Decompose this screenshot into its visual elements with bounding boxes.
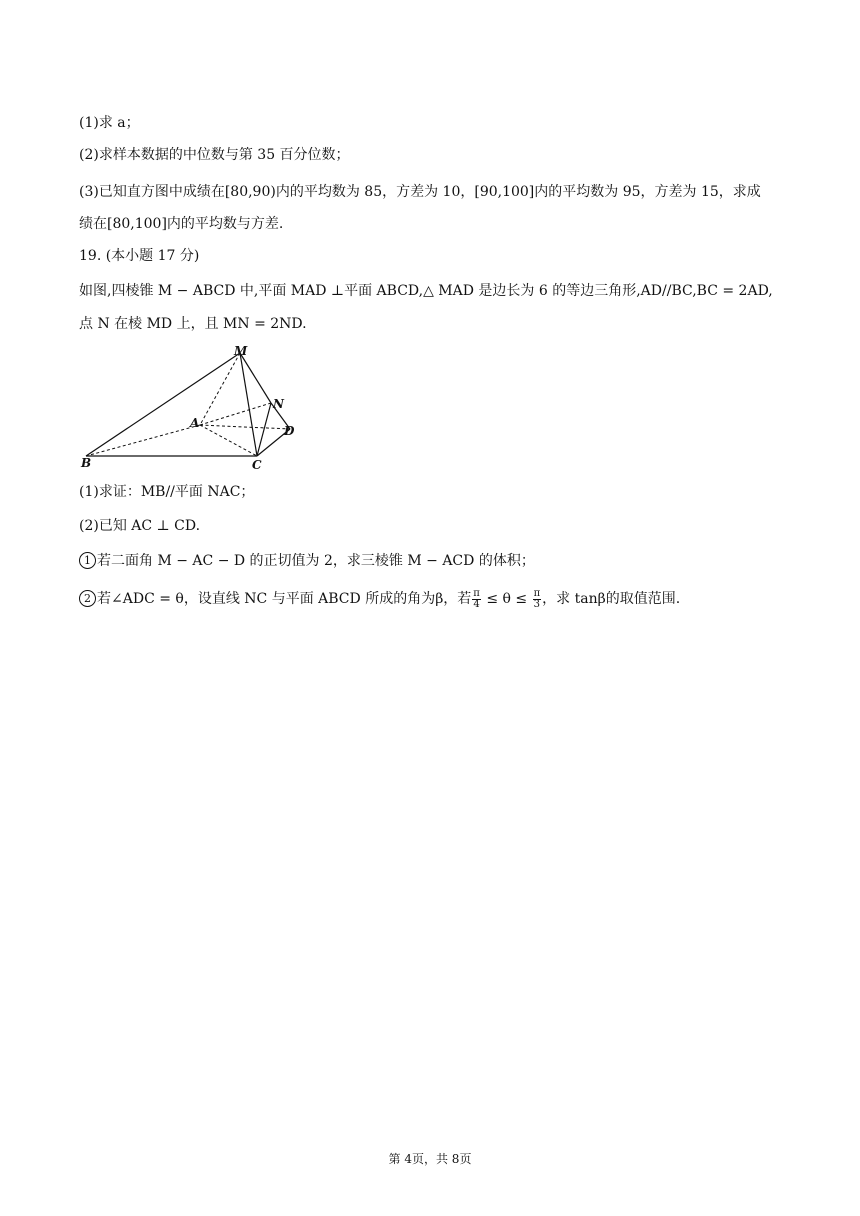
edge-MC xyxy=(240,353,257,456)
fraction-pi-over-3 xyxy=(533,589,542,610)
question-19-part2-sub2 xyxy=(79,587,680,611)
circled-number-2: 2 xyxy=(79,590,96,607)
sub2-text-mid: ≤ θ ≤ xyxy=(481,591,532,607)
sub2-text-b: ，求 tanβ的取值范围. xyxy=(542,591,681,607)
question-18-part3-line2: 绩在[80,100]内的平均数与方差. xyxy=(79,216,284,232)
question-19-header: 19. (本小题 17 分) xyxy=(79,248,200,264)
question-19-stem-line2: 点 N 在棱 MD 上，且 MN = 2ND. xyxy=(79,316,307,332)
fraction-numerator: π xyxy=(533,587,541,599)
label-D: D xyxy=(284,424,295,438)
pyramid-figure xyxy=(78,343,308,473)
edge-NC xyxy=(257,403,271,456)
question-18-part1: (1)求 a； xyxy=(79,115,140,131)
edge-AC xyxy=(200,425,257,456)
circled-number-1: 1 xyxy=(79,552,96,569)
edge-AB xyxy=(86,425,200,456)
question-19-part2-sub1 xyxy=(79,551,535,571)
question-18-part3-line1: (3)已知直方图中成绩在[80,90)内的平均数为 85，方差为 10，[90,100]内的平均数为 95，方差为 15，求成 xyxy=(79,184,761,200)
question-19-stem-line1: 如图,四棱锥 M − ABCD 中,平面 MAD ⊥平面 ABCD,△ MAD 是边长为 6 的等边三角形,AD//BC,BC = 2AD, xyxy=(79,283,773,299)
fraction-numerator: π xyxy=(473,587,480,599)
fraction-pi-over-4 xyxy=(472,589,481,610)
fraction-denominator: 3 xyxy=(533,598,541,610)
label-C: C xyxy=(252,458,262,472)
question-19-part2: (2)已知 AC ⊥ CD. xyxy=(79,518,201,534)
label-M: M xyxy=(234,344,248,358)
edge-MB xyxy=(86,353,240,456)
label-N: N xyxy=(273,397,284,411)
question-18-part2: (2)求样本数据的中位数与第 35 百分位数； xyxy=(79,147,350,163)
label-A: A xyxy=(190,416,200,430)
label-B: B xyxy=(81,456,92,470)
sub2-text-a: 若∠ADC = θ，设直线 NC 与平面 ABCD 所成的角为β，若 xyxy=(97,591,472,607)
page-footer: 第 4页，共 8页 xyxy=(388,1152,472,1166)
question-19-part1: (1)求证：MB//平面 NAC； xyxy=(79,484,255,500)
fraction-denominator: 4 xyxy=(473,598,480,610)
edge-AD xyxy=(200,425,290,429)
sub1-text: 若二面角 M − AC − D 的正切值为 2，求三棱锥 M − ACD 的体积； xyxy=(97,553,535,569)
